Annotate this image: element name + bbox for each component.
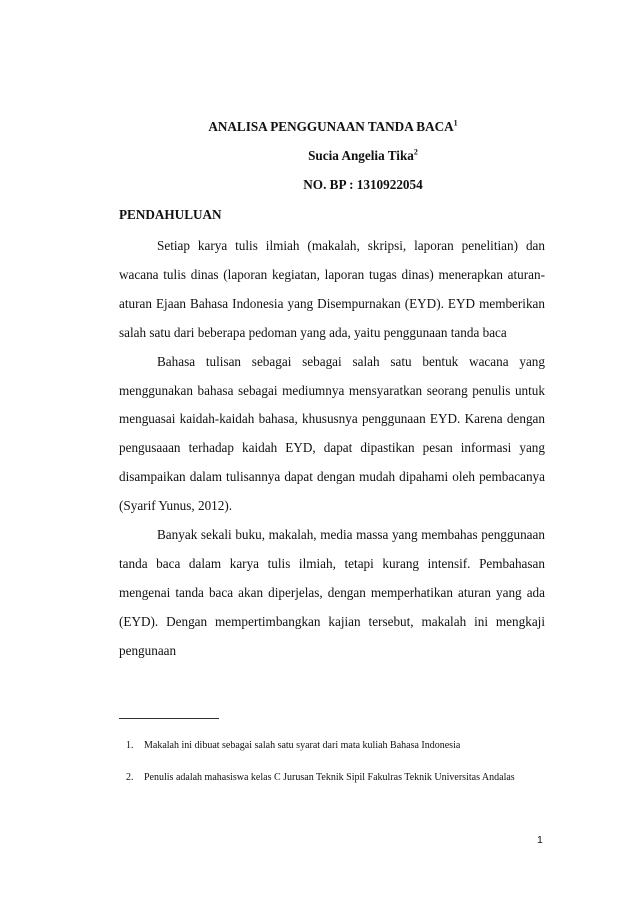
footnotes (119, 738, 559, 786)
paragraph-2: Bahasa tulisan sebagai sebagai salah satu bentuk wacana yang menggunakan bahasa sebagai mediumnya mensyaratkan seorang penulis untuk menguasai kaidah-kaidah bahasa, khususnya penggunaan EYD. Karena dengan pengusaaan terhadap kaidah EYD, dapat dipastikan pesan informasi yang disampaikan dalam tulisannya dapat dengan mudah dipahami oleh pembacanya (Syarif Yunus, 2012). (119, 353, 545, 514)
student-number: NO. BP : 1310922054 (303, 177, 423, 192)
author-text: Sucia Angelia Tika (308, 148, 414, 163)
title-text: ANALISA PENGGUNAAN TANDA BACA (208, 119, 454, 134)
footnote-item (119, 738, 559, 754)
author-name (44, 148, 638, 164)
author-footnote-marker: 2 (413, 147, 418, 157)
document-title (14, 119, 638, 135)
footnote-number: 1. (126, 740, 134, 751)
paragraph-1: Setiap karya tulis ilmiah (makalah, skripsi, laporan penelitian) dan wacana tulis dinas (laporan kegiatan, laporan tugas dinas) menerapkan aturan-aturan Ejaan Bahasa Indonesia yang Disempurnakan (EYD). EYD memberikan salah satu dari beberapa pedoman yang ada, yaitu penggunaan tanda baca (119, 238, 545, 340)
footnote-number: 2. (126, 772, 134, 783)
footnote-item (119, 770, 559, 786)
title-footnote-marker: 1 (453, 118, 458, 128)
body-text (119, 232, 545, 666)
footnote-separator (119, 718, 219, 719)
paragraph-3: Banyak sekali buku, makalah, media massa yang membahas penggunaan tanda baca dalam karya tulis ilmiah, tetapi kurang intensif. Pembahasan mengenai tanda baca akan diperjelas, dengan memperhatikan aturan yang ada (EYD). Dengan mempertimbangkan kajian tersebut, makalah ini mengkaji pengunaan (119, 527, 545, 658)
section-heading: PENDAHULUAN (119, 207, 222, 222)
page-number: 1 (537, 834, 543, 846)
footnote-text: Makalah ini dibuat sebagai salah satu syarat dari mata kuliah Bahasa Indonesia (144, 740, 461, 751)
footnote-text: Penulis adalah mahasiswa kelas C Jurusan Teknik Sipil Fakulras Teknik Universitas Andalas (144, 772, 515, 783)
